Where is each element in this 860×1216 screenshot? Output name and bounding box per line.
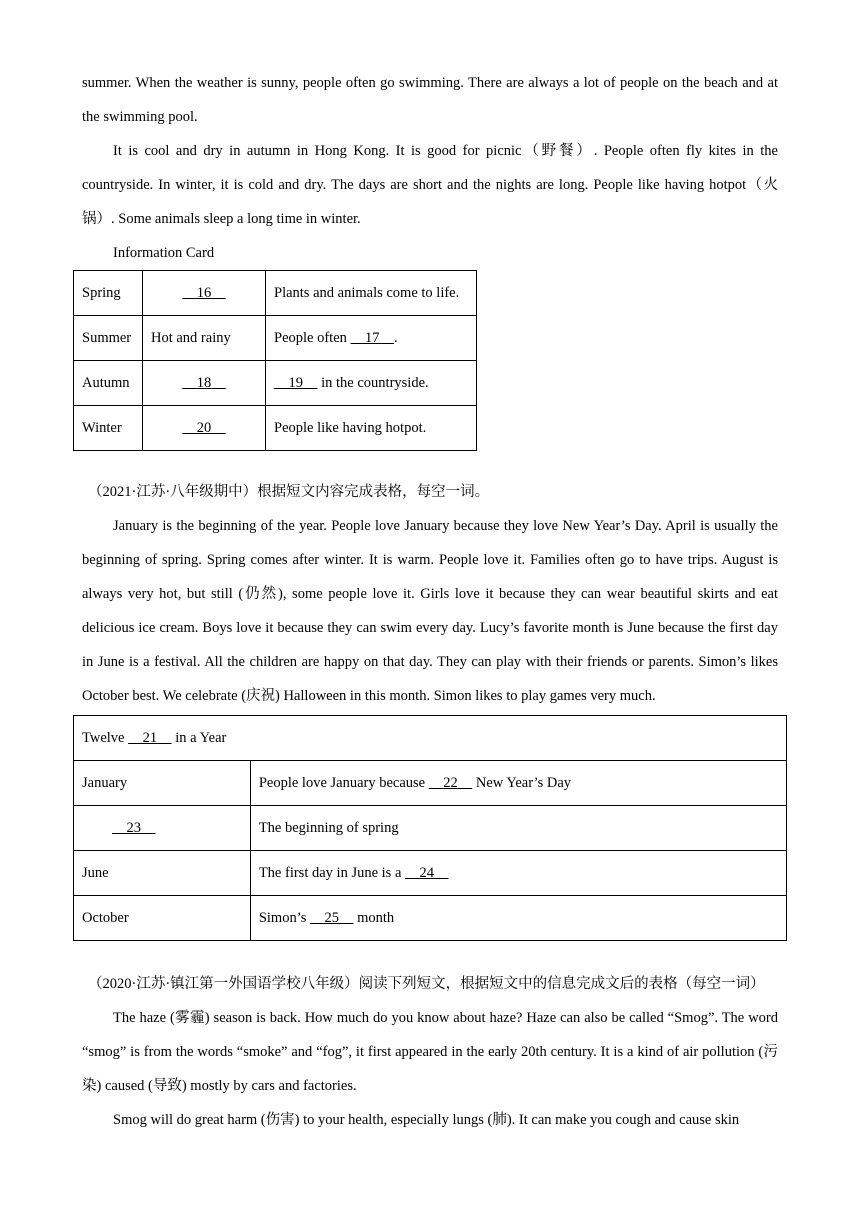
months-table-header: Twelve 21 in a Year [74, 716, 787, 761]
information-card-table [73, 270, 477, 451]
month-cell: October [74, 896, 251, 941]
card-weather-cell [143, 406, 266, 451]
card-weather-cell [143, 361, 266, 406]
card-season-cell: Spring [74, 271, 143, 316]
card-title: Information Card [113, 245, 215, 261]
passage1-paragraph-a: summer. When the weather is sunny, people often go swimming. There are always a lot of people on the beach and at the swimming pool. [82, 75, 778, 125]
document-page [82, 66, 778, 1137]
months-row [74, 806, 787, 851]
card-activity-cell: People like having hotpot. [266, 406, 477, 451]
card-row [74, 361, 477, 406]
section2-passage: January is the beginning of the year. People love January because they love New Year’s Day. April is usually the beginning of spring. Spring comes after winter. It is warm. People love it. Families often go to have trips. August is always very hot, but still (仍然), some people love it. Girls love it because they can wear beautiful skirts and eat delicious ice cream. Boys love it because they can swim every day. Lucy’s favorite month is June because the first day in June is a festival. All the children are happy on that day. They can play with their friends or parents. Simon’s likes October best. We celebrate (庆祝) Halloween in this month. Simon likes to play games very much. [82, 518, 778, 704]
description-cell: The beginning of spring [250, 806, 786, 851]
blank-22[interactable]: 22 [443, 774, 458, 791]
blank-25[interactable]: 25 [324, 909, 339, 926]
card-rows [74, 271, 477, 451]
blank-23[interactable]: 23 [126, 819, 141, 836]
passage1-paragraph-b: It is cool and dry in autumn in Hong Kong. It is good for picnic（野餐）. People often fly kites in the countryside. In winter, it is cold and dry. The days are short and the nights are long. People like having hotpot（火锅）. Some animals sleep a long time in winter. [82, 143, 778, 227]
card-row [74, 271, 477, 316]
blank-19[interactable]: 19 [288, 374, 303, 391]
card-activity-cell: 19 in the countryside. [266, 361, 477, 406]
months-table [73, 715, 787, 941]
section2-source: （2021·江苏·八年级期中）根据短文内容完成表格，每空一词。 [88, 484, 490, 500]
blank-18[interactable]: 18 [196, 374, 212, 391]
card-weather-cell: Hot and rainy [143, 316, 266, 361]
months-row [74, 896, 787, 941]
months-table-header-row [74, 716, 787, 761]
card-season-cell: Winter [74, 406, 143, 451]
month-cell: January [74, 761, 251, 806]
description-cell: Simon’s 25 month [250, 896, 786, 941]
blank-20[interactable]: 20 [196, 419, 212, 436]
card-season-cell: Autumn [74, 361, 143, 406]
card-activity-cell: People often 17 . [266, 316, 477, 361]
card-row [74, 316, 477, 361]
month-cell [74, 806, 251, 851]
card-season-cell: Summer [74, 316, 143, 361]
month-cell: June [74, 851, 251, 896]
blank-16[interactable]: 16 [196, 284, 212, 301]
card-weather-cell [143, 271, 266, 316]
section3-paragraph-b: Smog will do great harm (伤害) to your health, especially lungs (肺). It can make you cough and cause skin [113, 1112, 740, 1128]
blank-21[interactable]: 21 [142, 729, 158, 746]
section3-paragraph-a: The haze (雾霾) season is back. How much do you know about haze? Haze can also be called “Smog”. The word “smog” is from the words “smoke” and “fog”, it first appeared in the early 20th century. It is a kind of air pollution (污染) caused (导致) mostly by cars and factories. [82, 1010, 778, 1094]
description-cell: The first day in June is a 24 [250, 851, 786, 896]
section3-source: （2020·江苏·镇江第一外国语学校八年级）阅读下列短文，根据短文中的信息完成文后的表格（每空一词） [88, 976, 765, 992]
blank-17[interactable]: 17 [365, 329, 380, 346]
description-cell: People love January because 22 New Year’s Day [250, 761, 786, 806]
months-row [74, 851, 787, 896]
months-row [74, 761, 787, 806]
blank-24[interactable]: 24 [419, 864, 435, 881]
card-row [74, 406, 477, 451]
card-activity-cell: Plants and animals come to life. [266, 271, 477, 316]
